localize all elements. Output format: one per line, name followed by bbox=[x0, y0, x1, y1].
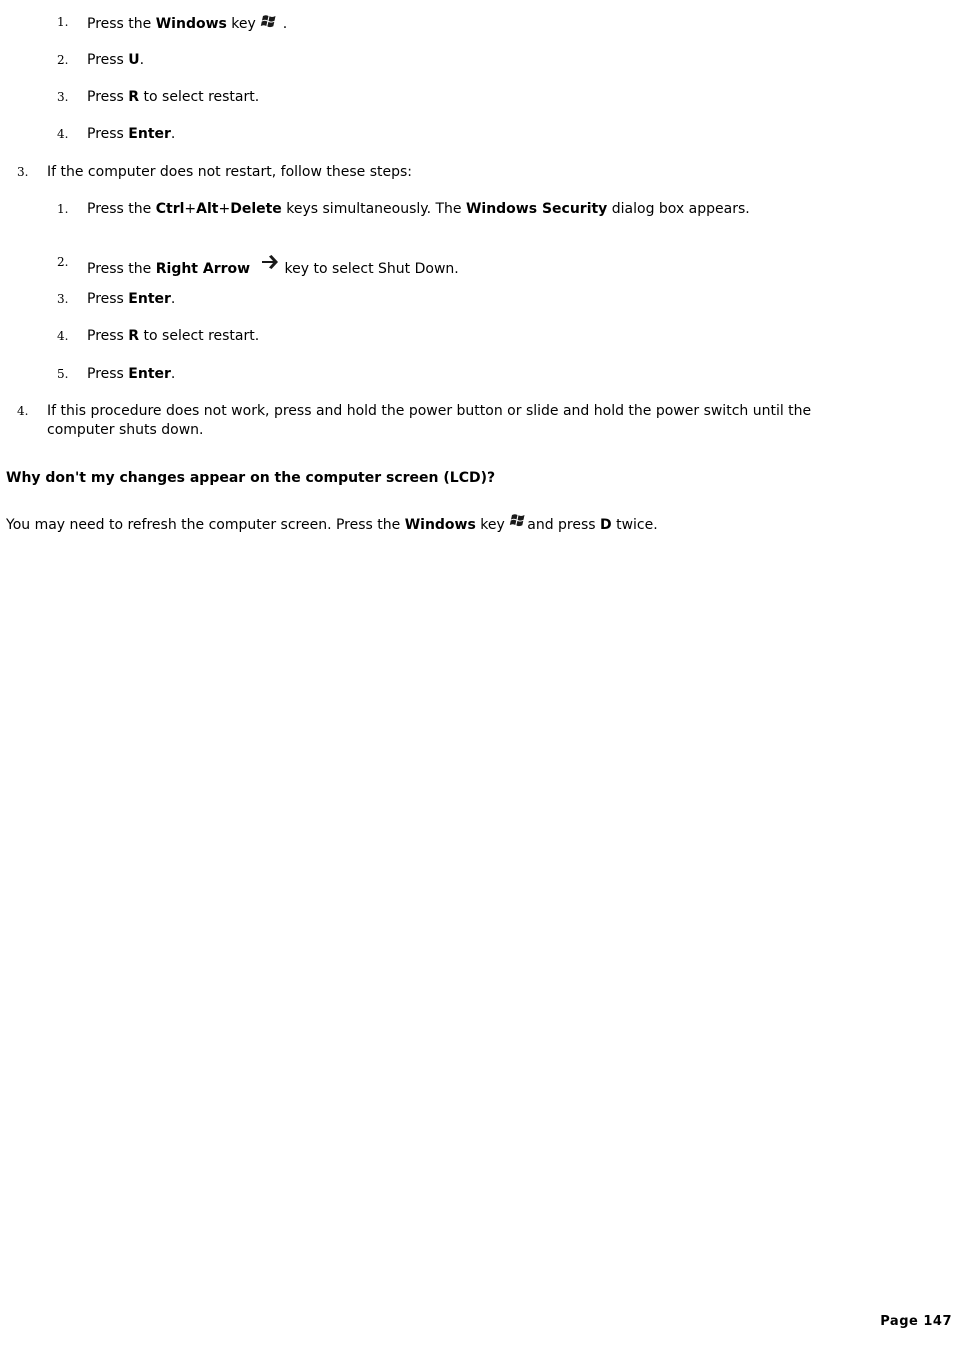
sub-step-press-enter bbox=[87, 125, 175, 143]
sub-step-number: 2. bbox=[57, 255, 69, 269]
text: key bbox=[226, 16, 261, 32]
text: . bbox=[170, 291, 176, 307]
key-name: Right Arrow bbox=[155, 261, 251, 277]
key-name: Windows bbox=[155, 16, 227, 32]
text: and press bbox=[527, 517, 601, 533]
text: Press bbox=[87, 126, 129, 142]
text: Press bbox=[87, 328, 129, 344]
text: + bbox=[184, 201, 197, 217]
dialog-name: Windows Security bbox=[465, 201, 608, 217]
text: twice. bbox=[611, 517, 658, 533]
text: Press bbox=[87, 291, 129, 307]
key-name: D bbox=[600, 517, 612, 533]
key-name: R bbox=[128, 89, 140, 105]
text: . bbox=[170, 366, 176, 382]
text: . bbox=[278, 16, 288, 32]
page-number: Page 147 bbox=[880, 1314, 952, 1329]
key-name: Enter bbox=[128, 126, 171, 142]
windows-logo-icon bbox=[509, 512, 527, 528]
sub-step-number: 1. bbox=[57, 202, 69, 216]
text: Press bbox=[87, 52, 129, 68]
key-name: Alt bbox=[196, 201, 219, 217]
key-name: R bbox=[128, 328, 140, 344]
text: Press the bbox=[87, 201, 156, 217]
sub-step-number: 2. bbox=[57, 53, 69, 67]
key-name: Windows bbox=[404, 517, 476, 533]
text: Press bbox=[87, 366, 129, 382]
sub-step-ctrl-alt-delete bbox=[87, 200, 750, 218]
step-text: If the computer does not restart, follow these steps: bbox=[47, 164, 413, 180]
text: dialog box appears. bbox=[607, 201, 750, 217]
right-arrow-icon bbox=[260, 253, 280, 271]
sub-step-number: 1. bbox=[57, 15, 69, 29]
text: Press the bbox=[87, 261, 156, 277]
text: Press the bbox=[87, 16, 156, 32]
text: You may need to refresh the computer screen. Press the bbox=[6, 517, 405, 533]
text: to select restart. bbox=[139, 328, 260, 344]
key-name: Enter bbox=[128, 291, 171, 307]
step-text-line-2: computer shuts down. bbox=[47, 422, 204, 438]
faq-question-heading: Why don't my changes appear on the computer screen (LCD)? bbox=[6, 470, 496, 486]
text: keys simultaneously. The bbox=[281, 201, 466, 217]
step-number: 4. bbox=[17, 404, 29, 418]
sub-step-number: 3. bbox=[57, 292, 69, 306]
sub-step-press-u bbox=[87, 51, 144, 69]
sub-step-number: 4. bbox=[57, 127, 69, 141]
text: to select restart. bbox=[139, 89, 260, 105]
sub-step-press-r bbox=[87, 327, 259, 345]
text: . bbox=[170, 126, 176, 142]
text: key bbox=[475, 517, 510, 533]
text: Press bbox=[87, 89, 129, 105]
text: key to select Shut Down. bbox=[280, 261, 459, 277]
key-name: Delete bbox=[230, 201, 282, 217]
sub-step-number: 3. bbox=[57, 90, 69, 104]
faq-answer bbox=[6, 512, 658, 534]
step-number: 3. bbox=[17, 165, 29, 179]
sub-step-number: 5. bbox=[57, 367, 69, 381]
sub-step-press-enter bbox=[87, 290, 175, 308]
text: . bbox=[139, 52, 145, 68]
windows-logo-icon bbox=[260, 13, 278, 29]
sub-step-right-arrow bbox=[87, 253, 459, 278]
sub-step-press-r bbox=[87, 88, 259, 106]
sub-step-windows-key bbox=[87, 13, 287, 33]
sub-step-press-enter bbox=[87, 365, 175, 383]
key-name: U bbox=[128, 52, 140, 68]
step-text-line-1: If this procedure does not work, press and hold the power button or slide and hold the power switch until the bbox=[47, 403, 812, 419]
sub-step-number: 4. bbox=[57, 329, 69, 343]
key-name: Enter bbox=[128, 366, 171, 382]
key-name: Ctrl bbox=[155, 201, 185, 217]
text: + bbox=[218, 201, 231, 217]
